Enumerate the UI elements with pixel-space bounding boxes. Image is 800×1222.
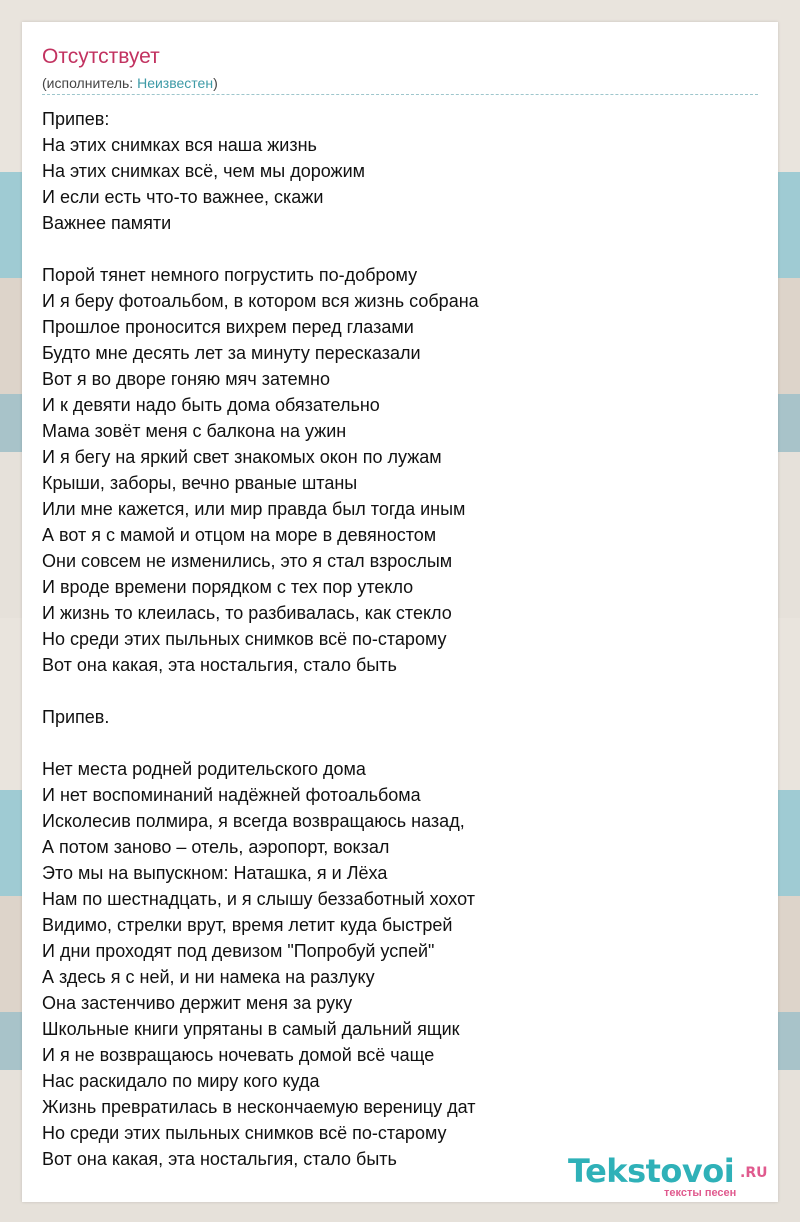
lyric-line: И нет воспоминаний надёжней фотоальбома: [42, 785, 421, 805]
lyrics-body: [42, 106, 758, 1172]
artist-suffix: ): [213, 75, 218, 91]
song-title: Отсутствует: [42, 45, 160, 68]
lyric-line: Припев:: [42, 109, 110, 129]
lyric-line: И жизнь то клеилась, то разбивалась, как стекло: [42, 603, 452, 623]
lyric-line: Или мне кажется, или мир правда был тогда иным: [42, 499, 466, 519]
lyrics-card: [22, 22, 778, 1202]
lyric-line: Школьные книги упрятаны в самый дальний ящик: [42, 1019, 460, 1039]
lyric-line: И я бегу на яркий свет знакомых окон по лужам: [42, 447, 442, 467]
lyric-line: Припев.: [42, 707, 110, 727]
lyric-line: А потом заново – отель, аэропорт, вокзал: [42, 837, 390, 857]
lyric-line: И к девяти надо быть дома обязательно: [42, 395, 380, 415]
lyric-line: Нас раскидало по миру кого куда: [42, 1071, 320, 1091]
artist-link[interactable]: Неизвестен: [137, 75, 214, 91]
lyric-line: Это мы на выпускном: Наташка, я и Лёха: [42, 863, 388, 883]
lyric-line: Исколесив полмира, я всегда возвращаюсь назад,: [42, 811, 465, 831]
artist-line: [42, 74, 218, 92]
lyric-line: И я беру фотоальбом, в котором вся жизнь собрана: [42, 291, 479, 311]
lyric-line: И вроде времени порядком с тех пор утекло: [42, 577, 414, 597]
lyric-blank-line: [42, 236, 758, 262]
divider: [42, 94, 758, 95]
lyric-line: Прошлое проносится вихрем перед глазами: [42, 317, 414, 337]
lyric-line: И я не возвращаюсь ночевать домой всё чаще: [42, 1045, 435, 1065]
lyric-line: Они совсем не изменились, это я стал взрослым: [42, 551, 453, 571]
lyric-line: Крыши, заборы, вечно рваные штаны: [42, 473, 358, 493]
logo-tagline: тексты песен: [664, 1187, 737, 1199]
logo-name: Tekstovoi: [568, 1152, 735, 1190]
lyric-line: Важнее памяти: [42, 213, 172, 233]
lyric-blank-line: [42, 730, 758, 756]
lyric-line: Будто мне десять лет за минуту пересказали: [42, 343, 421, 363]
lyric-blank-line: [42, 678, 758, 704]
lyric-line: Нам по шестнадцать, и я слышу беззаботный хохот: [42, 889, 475, 909]
lyric-line: Видимо, стрелки врут, время летит куда быстрей: [42, 915, 453, 935]
lyric-line: Вот я во дворе гоняю мяч затемно: [42, 369, 330, 389]
lyric-line: А здесь я с ней, и ни намека на разлуку: [42, 967, 375, 987]
site-logo[interactable]: [568, 1153, 778, 1203]
lyric-line: Но среди этих пыльных снимков всё по-старому: [42, 1123, 447, 1143]
lyric-line: И если есть что-то важнее, скажи: [42, 187, 324, 207]
lyric-line: И дни проходят под девизом "Попробуй успей": [42, 941, 435, 961]
lyric-line: А вот я с мамой и отцом на море в девяностом: [42, 525, 437, 545]
lyric-line: Вот она какая, эта ностальгия, стало быть: [42, 655, 397, 675]
logo-tld: .RU: [740, 1165, 768, 1181]
lyric-line: На этих снимках вся наша жизнь: [42, 135, 317, 155]
lyric-line: Нет места родней родительского дома: [42, 759, 366, 779]
lyric-line: Она застенчиво держит меня за руку: [42, 993, 353, 1013]
artist-prefix: (исполнитель:: [42, 75, 138, 91]
lyric-line: На этих снимках всё, чем мы дорожим: [42, 161, 366, 181]
lyric-line: Вот она какая, эта ностальгия, стало быть: [42, 1149, 397, 1169]
lyric-line: Жизнь превратилась в нескончаемую вереницу дат: [42, 1097, 476, 1117]
lyric-line: Мама зовёт меня с балкона на ужин: [42, 421, 347, 441]
lyric-line: Но среди этих пыльных снимков всё по-старому: [42, 629, 447, 649]
lyric-line: Порой тянет немного погрустить по-доброму: [42, 265, 418, 285]
